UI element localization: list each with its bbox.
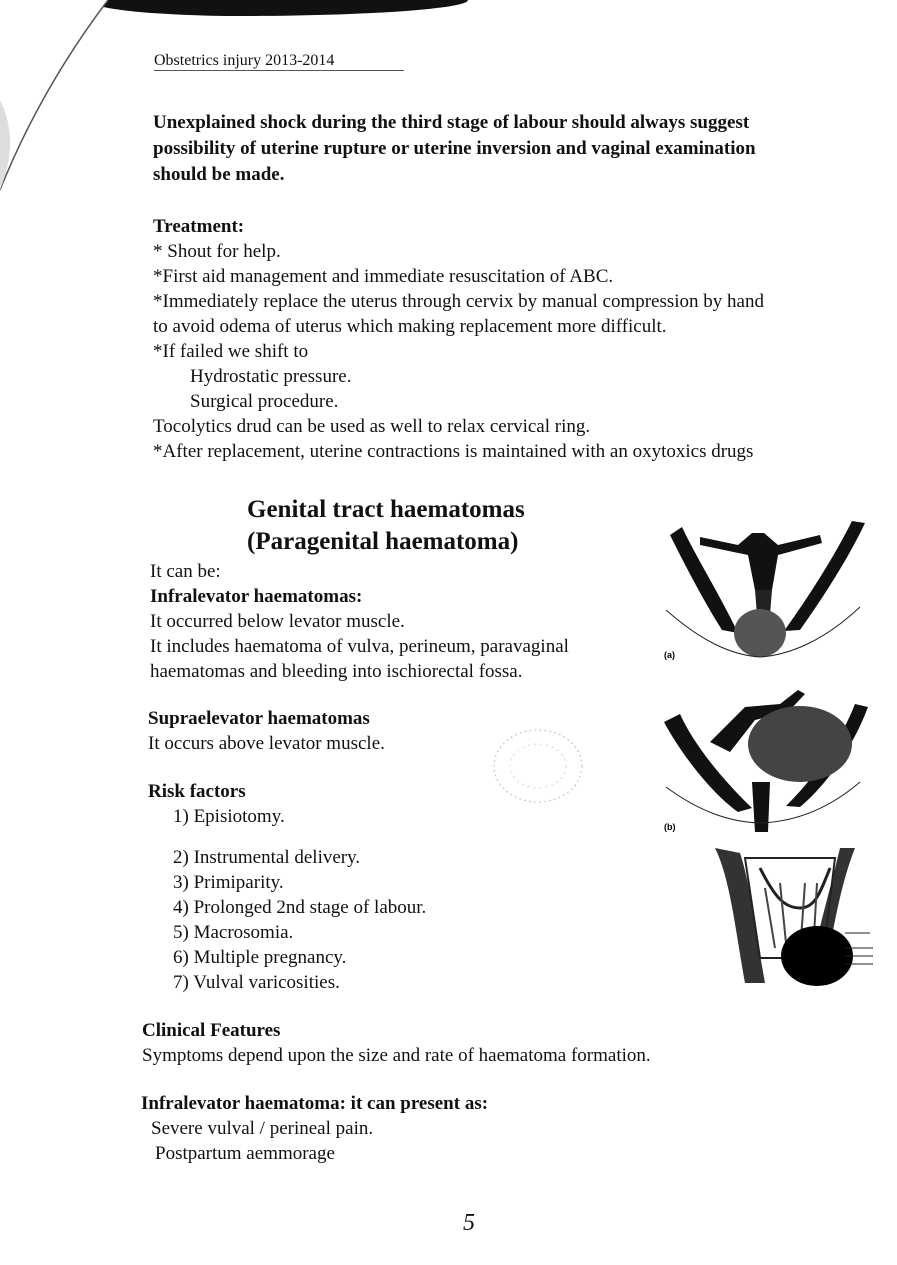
list-item: 4) Prolonged 2nd stage of labour. xyxy=(173,897,427,918)
list-item: 1) Episiotomy. xyxy=(173,806,285,827)
list-item: 7) Vulval varicosities. xyxy=(173,972,340,993)
list-item: 3) Primiparity. xyxy=(173,872,284,893)
document-header: Obstetrics injury 2013-2014 xyxy=(154,52,404,71)
figure-a-label: (a) xyxy=(664,650,675,660)
clinical-features-section: Clinical Features Symptoms depend upon the size and rate of haematoma formation. xyxy=(142,1020,651,1066)
figure-a-infralevator-diagram xyxy=(660,515,875,665)
infralevator-presentation-heading: Infralevator haematoma: it can present as: xyxy=(141,1093,489,1114)
supraelevator-section: Supraelevator haematomas It occurs above levator muscle. xyxy=(148,708,385,754)
risk-factors-section xyxy=(148,779,426,995)
faint-stamp xyxy=(490,722,590,812)
infralevator-presentation: Infralevator haematoma: it can present as: Severe vulval / perineal pain. Postpartum aemmorage xyxy=(141,1093,489,1164)
infralevator-heading: Infralevator haematomas: xyxy=(150,586,363,607)
intro-paragraph: Unexplained shock during the third stage of labour should always suggest possibility of uterine rupture or uterine inversion and vaginal examination should be made. xyxy=(153,112,756,185)
figure-b-supraelevator-diagram xyxy=(660,682,875,832)
figure-c-pelvic-anatomy-diagram xyxy=(705,838,875,988)
list-item: 5) Macrosomia. xyxy=(173,922,294,943)
list-item: 2) Instrumental delivery. xyxy=(173,847,361,868)
haematoma-types: It can be: Infralevator haematomas: It occurred below levator muscle. It includes haematoma of vulva, perineum, paravaginal haematomas and bleeding into ischiorectal fossa. xyxy=(150,561,569,682)
scan-shadow xyxy=(88,0,468,16)
supraelevator-heading: Supraelevator haematomas xyxy=(148,708,370,729)
risk-factors-heading: Risk factors xyxy=(148,781,246,802)
treatment-heading: Treatment: xyxy=(153,216,245,237)
page-fold-edge xyxy=(0,0,120,200)
list-item: 6) Multiple pregnancy. xyxy=(173,947,347,968)
section-title: Genital tract haematomas (Paragenital haematoma) xyxy=(247,496,525,555)
treatment-section: Treatment: * Shout for help. *First aid management and immediate resuscitation of ABC. *Immediately replace the uterus through cervix by manual compression by hand to avoid odema of uterus which making replacement more difficult. *If failed we shift to Hydrostatic pressure. Surgical procedure. Tocolytics drud can be used as well to relax cervical ring. *After replacement, uterine contractions is maintained with an oxytoxics drugs xyxy=(153,216,764,462)
figure-b-label: (b) xyxy=(664,822,676,832)
page-number: 5 xyxy=(463,1210,475,1236)
clinical-features-heading: Clinical Features xyxy=(142,1020,281,1041)
